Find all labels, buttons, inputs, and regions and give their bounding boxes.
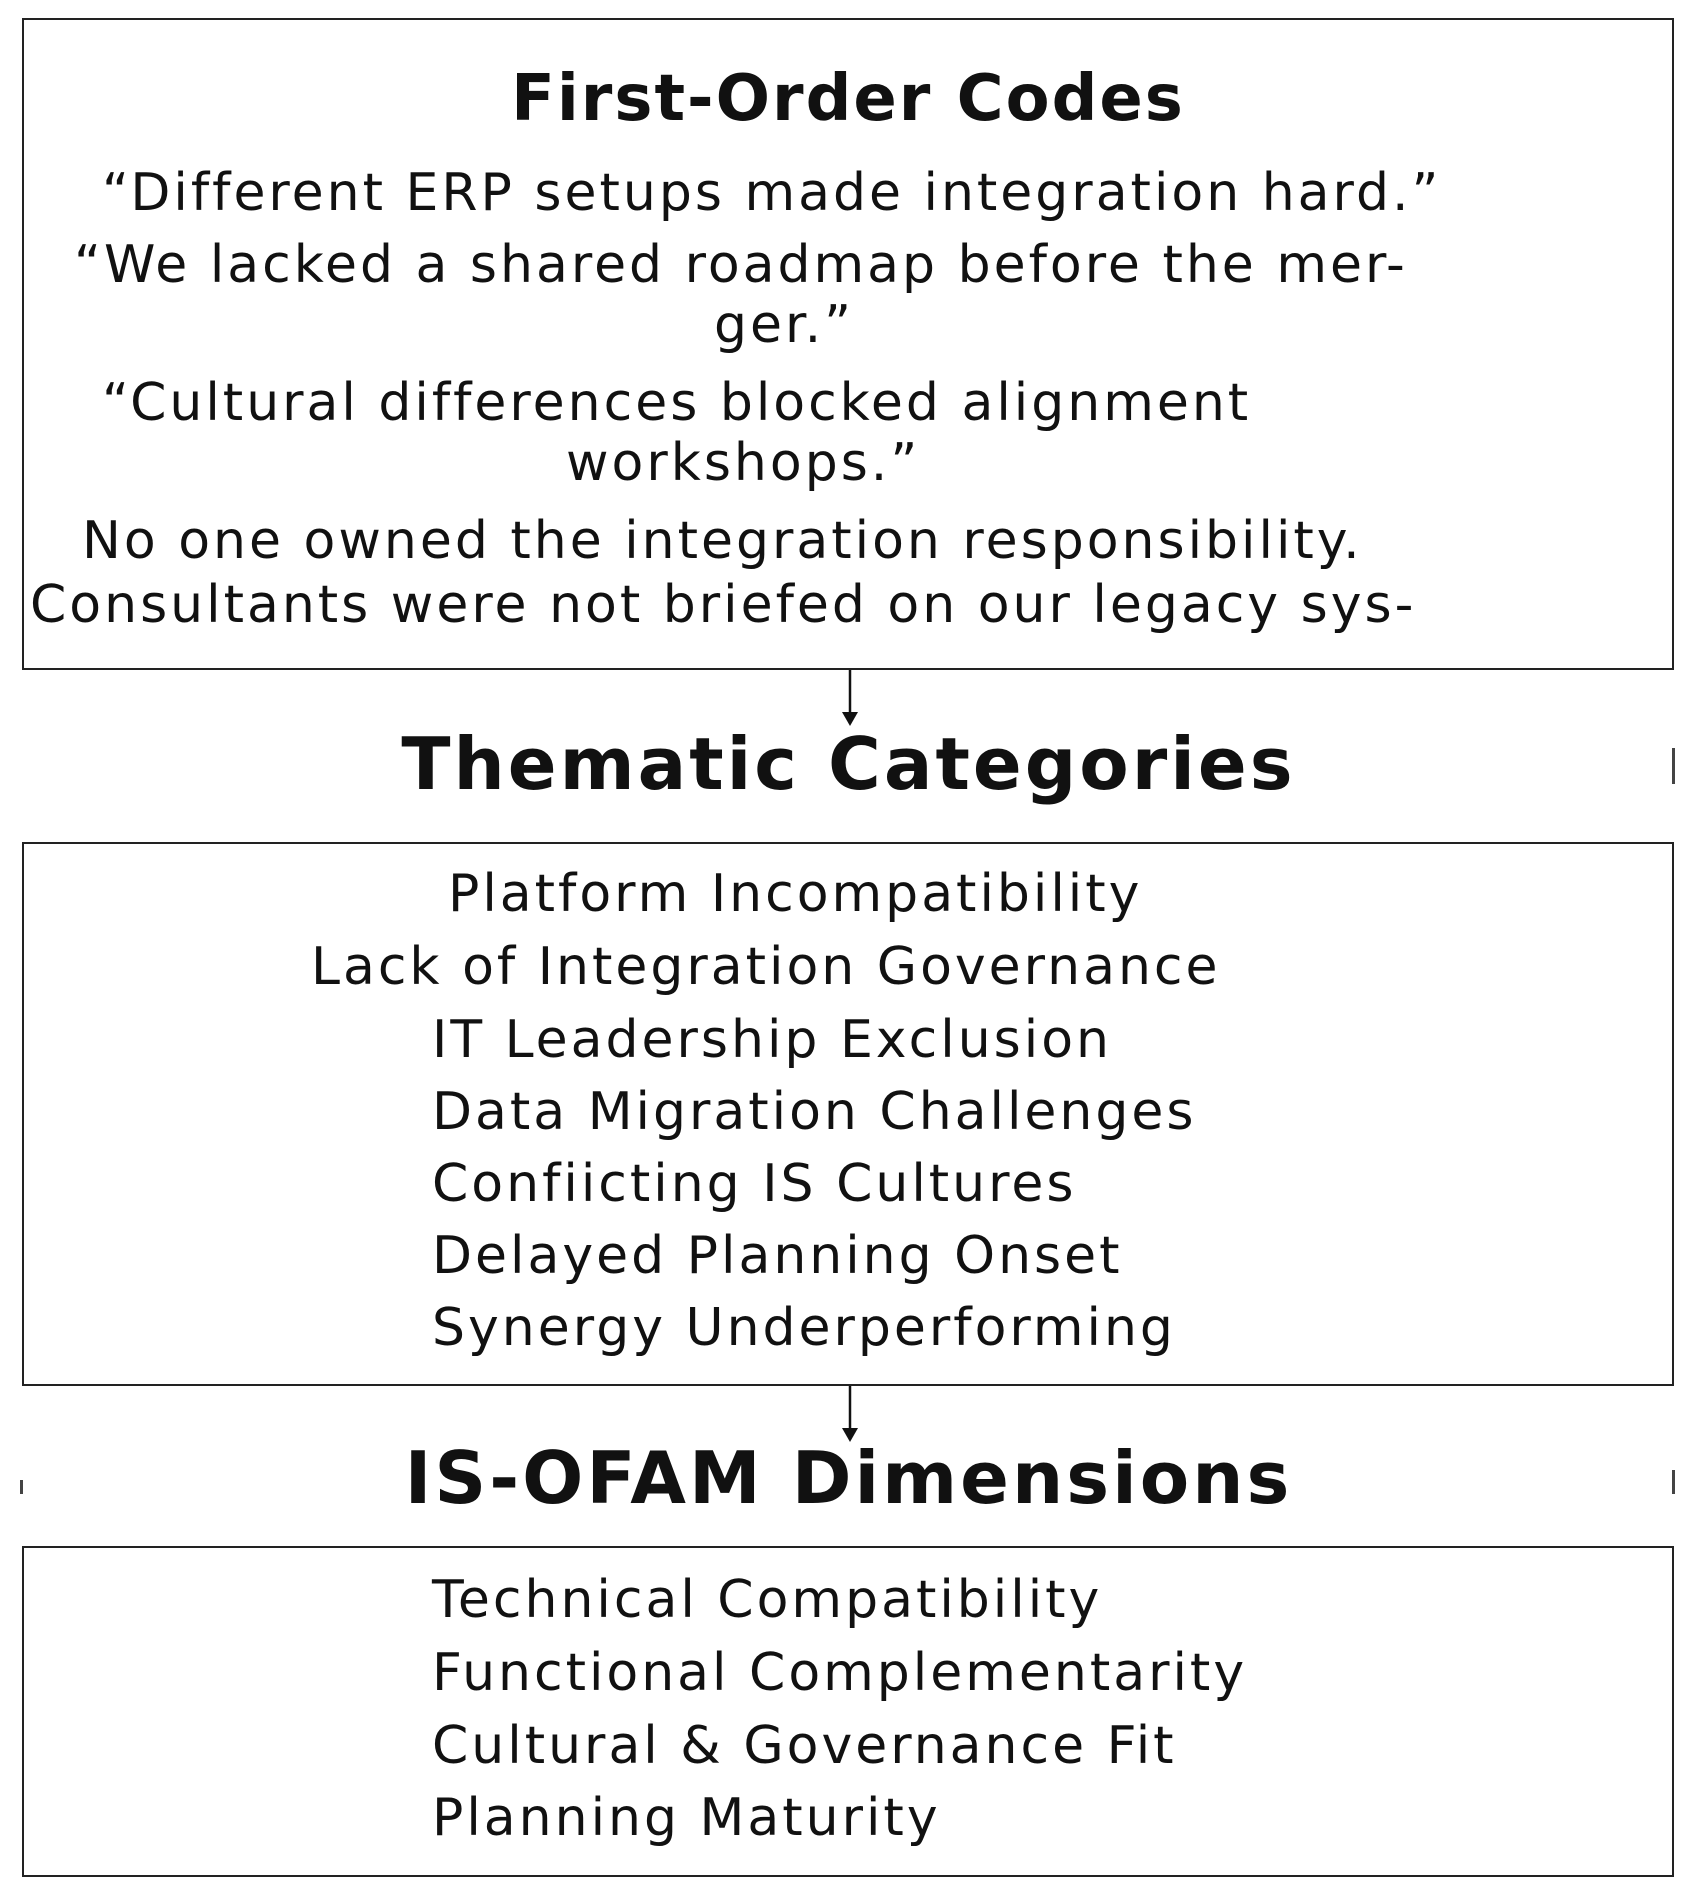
is-ofam-dimensions-heading: IS-OFAM Dimensions — [404, 1436, 1293, 1520]
first-order-quote: Consultants were not briefed on our legacy sys- — [30, 575, 1417, 635]
first-order-quote: No one owned the integration responsibility. — [82, 511, 1363, 571]
thematic-category-item: Confiicting IS Cultures — [432, 1154, 1077, 1214]
thematic-categories-heading: Thematic Categories — [401, 722, 1296, 806]
is-ofam-dimensions-box — [22, 1546, 1674, 1877]
first-order-quote: “Cultural differences blocked alignment — [102, 373, 1252, 433]
dimension-item: Technical Compatibility — [432, 1570, 1103, 1630]
first-order-codes-box — [22, 18, 1674, 670]
dimension-item: Functional Complementarity — [432, 1643, 1248, 1703]
thematic-category-item: Data Migration Challenges — [432, 1082, 1197, 1142]
first-order-quote: workshops.” — [566, 433, 921, 493]
thematic-category-item: Delayed Planning Onset — [432, 1226, 1123, 1286]
first-order-quote: “Different ERP setups made integration hard.” — [102, 163, 1442, 223]
thematic-category-item: Synergy Underperforming — [432, 1298, 1176, 1358]
thematic-categories-box — [22, 842, 1674, 1386]
edge-tick-mark — [1672, 748, 1675, 784]
dimension-item: Cultural & Governance Fit — [432, 1716, 1177, 1776]
first-order-quote: “We lacked a shared roadmap before the mer- — [74, 235, 1408, 295]
thematic-category-item: IT Leadership Exclusion — [432, 1010, 1112, 1070]
edge-tick-mark — [1672, 1470, 1675, 1494]
thematic-category-item: Platform Incompatibility — [448, 864, 1143, 924]
thematic-category-item: Lack of Integration Governance — [311, 937, 1221, 997]
down-arrow-icon — [840, 670, 860, 728]
first-order-codes-heading: First-Order Codes — [511, 62, 1185, 136]
edge-tick-mark — [20, 1480, 23, 1494]
first-order-quote: ger.” — [714, 295, 855, 355]
dimension-item: Planning Maturity — [432, 1788, 941, 1848]
